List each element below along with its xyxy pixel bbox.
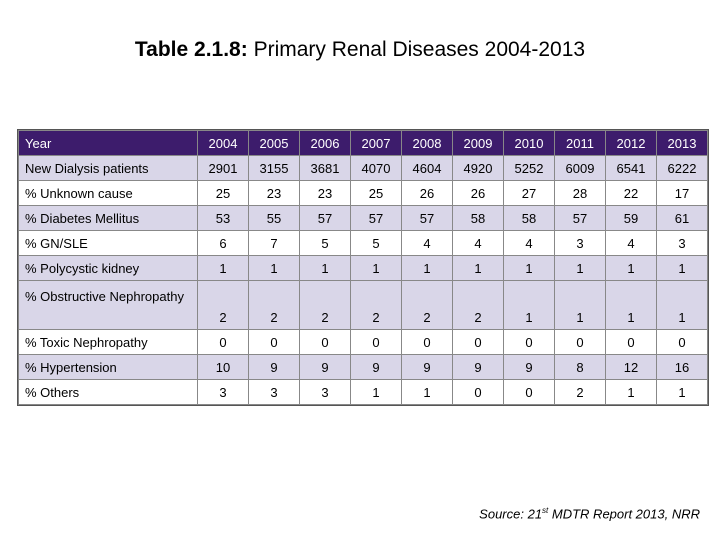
- value-cell: 1: [657, 256, 708, 281]
- value-cell: 27: [504, 181, 555, 206]
- value-cell: 3155: [249, 156, 300, 181]
- value-cell: 0: [504, 330, 555, 355]
- value-cell: 1: [504, 281, 555, 330]
- value-cell: 10: [198, 355, 249, 380]
- table-row: [19, 231, 708, 256]
- value-cell: 4: [606, 231, 657, 256]
- value-cell: 0: [453, 330, 504, 355]
- value-cell: 1: [300, 256, 351, 281]
- value-cell: 4: [504, 231, 555, 256]
- value-cell: 6009: [555, 156, 606, 181]
- value-cell: 6222: [657, 156, 708, 181]
- value-cell: 2: [555, 380, 606, 405]
- source-note: [479, 506, 700, 521]
- value-cell: 0: [504, 380, 555, 405]
- value-cell: 26: [453, 181, 504, 206]
- value-cell: 58: [504, 206, 555, 231]
- year-cell: 2008: [402, 131, 453, 156]
- table-row: [19, 355, 708, 380]
- value-cell: 1: [657, 380, 708, 405]
- value-cell: 3: [249, 380, 300, 405]
- header-row: [19, 131, 708, 156]
- value-cell: 2: [249, 281, 300, 330]
- value-cell: 55: [249, 206, 300, 231]
- value-cell: 1: [249, 256, 300, 281]
- value-cell: 9: [504, 355, 555, 380]
- value-cell: 23: [300, 181, 351, 206]
- value-cell: 0: [606, 330, 657, 355]
- value-cell: 4604: [402, 156, 453, 181]
- value-cell: 2: [300, 281, 351, 330]
- value-cell: 7: [249, 231, 300, 256]
- value-cell: 1: [351, 256, 402, 281]
- value-cell: 58: [453, 206, 504, 231]
- value-cell: 1: [606, 380, 657, 405]
- value-cell: 4: [453, 231, 504, 256]
- value-cell: 1: [606, 256, 657, 281]
- year-cell: 2010: [504, 131, 555, 156]
- value-cell: 5252: [504, 156, 555, 181]
- table-row: [19, 380, 708, 405]
- year-cell: 2012: [606, 131, 657, 156]
- source-superscript: st: [542, 506, 549, 515]
- value-cell: 6541: [606, 156, 657, 181]
- table-row: [19, 281, 708, 330]
- source-prefix: Source: 21: [479, 506, 543, 522]
- value-cell: 0: [249, 330, 300, 355]
- value-cell: 53: [198, 206, 249, 231]
- source-suffix: MDTR Report 2013, NRR: [548, 506, 700, 522]
- value-cell: 22: [606, 181, 657, 206]
- value-cell: 57: [402, 206, 453, 231]
- value-cell: 23: [249, 181, 300, 206]
- value-cell: 1: [402, 380, 453, 405]
- value-cell: 4: [402, 231, 453, 256]
- value-cell: 9: [351, 355, 402, 380]
- table-row: [19, 256, 708, 281]
- row-label: % Diabetes Mellitus: [19, 206, 198, 231]
- renal-diseases-table: [18, 130, 708, 405]
- table-caption: Primary Renal Diseases 2004-2013: [247, 38, 586, 61]
- value-cell: 61: [657, 206, 708, 231]
- value-cell: 2: [351, 281, 402, 330]
- value-cell: 25: [351, 181, 402, 206]
- value-cell: 4920: [453, 156, 504, 181]
- year-cell: 2005: [249, 131, 300, 156]
- year-cell: 2013: [657, 131, 708, 156]
- row-label: % Toxic Nephropathy: [19, 330, 198, 355]
- table-title: [0, 38, 720, 62]
- year-cell: 2011: [555, 131, 606, 156]
- year-cell: 2004: [198, 131, 249, 156]
- value-cell: 8: [555, 355, 606, 380]
- value-cell: 3681: [300, 156, 351, 181]
- row-label: % Hypertension: [19, 355, 198, 380]
- year-cell: 2006: [300, 131, 351, 156]
- year-cell: 2009: [453, 131, 504, 156]
- value-cell: 2: [453, 281, 504, 330]
- value-cell: 0: [657, 330, 708, 355]
- table-row: [19, 181, 708, 206]
- row-label: % Unknown cause: [19, 181, 198, 206]
- value-cell: 57: [555, 206, 606, 231]
- value-cell: 1: [504, 256, 555, 281]
- value-cell: 4070: [351, 156, 402, 181]
- value-cell: 2: [402, 281, 453, 330]
- row-label: % Obstructive Nephropathy: [19, 281, 198, 330]
- row-label: % Polycystic kidney: [19, 256, 198, 281]
- value-cell: 0: [351, 330, 402, 355]
- value-cell: 1: [555, 256, 606, 281]
- value-cell: 3: [657, 231, 708, 256]
- value-cell: 2901: [198, 156, 249, 181]
- value-cell: 57: [300, 206, 351, 231]
- value-cell: 0: [402, 330, 453, 355]
- value-cell: 59: [606, 206, 657, 231]
- table-row: [19, 206, 708, 231]
- value-cell: 3: [555, 231, 606, 256]
- table-number: Table 2.1.8:: [134, 38, 248, 61]
- year-cell: 2007: [351, 131, 402, 156]
- value-cell: 0: [198, 330, 249, 355]
- value-cell: 1: [657, 281, 708, 330]
- value-cell: 9: [249, 355, 300, 380]
- header-label: Year: [19, 131, 198, 156]
- table-row: [19, 156, 708, 181]
- value-cell: 26: [402, 181, 453, 206]
- value-cell: 57: [351, 206, 402, 231]
- row-label: % Others: [19, 380, 198, 405]
- value-cell: 17: [657, 181, 708, 206]
- value-cell: 3: [198, 380, 249, 405]
- value-cell: 5: [351, 231, 402, 256]
- value-cell: 9: [300, 355, 351, 380]
- value-cell: 0: [300, 330, 351, 355]
- value-cell: 1: [453, 256, 504, 281]
- value-cell: 0: [453, 380, 504, 405]
- value-cell: 1: [351, 380, 402, 405]
- table-row: [19, 330, 708, 355]
- row-label: New Dialysis patients: [19, 156, 198, 181]
- value-cell: 2: [198, 281, 249, 330]
- value-cell: 25: [198, 181, 249, 206]
- value-cell: 1: [606, 281, 657, 330]
- value-cell: 5: [300, 231, 351, 256]
- value-cell: 6: [198, 231, 249, 256]
- value-cell: 3: [300, 380, 351, 405]
- value-cell: 16: [657, 355, 708, 380]
- value-cell: 1: [402, 256, 453, 281]
- value-cell: 28: [555, 181, 606, 206]
- value-cell: 9: [402, 355, 453, 380]
- value-cell: 0: [555, 330, 606, 355]
- value-cell: 1: [555, 281, 606, 330]
- value-cell: 1: [198, 256, 249, 281]
- row-label: % GN/SLE: [19, 231, 198, 256]
- value-cell: 12: [606, 355, 657, 380]
- value-cell: 9: [453, 355, 504, 380]
